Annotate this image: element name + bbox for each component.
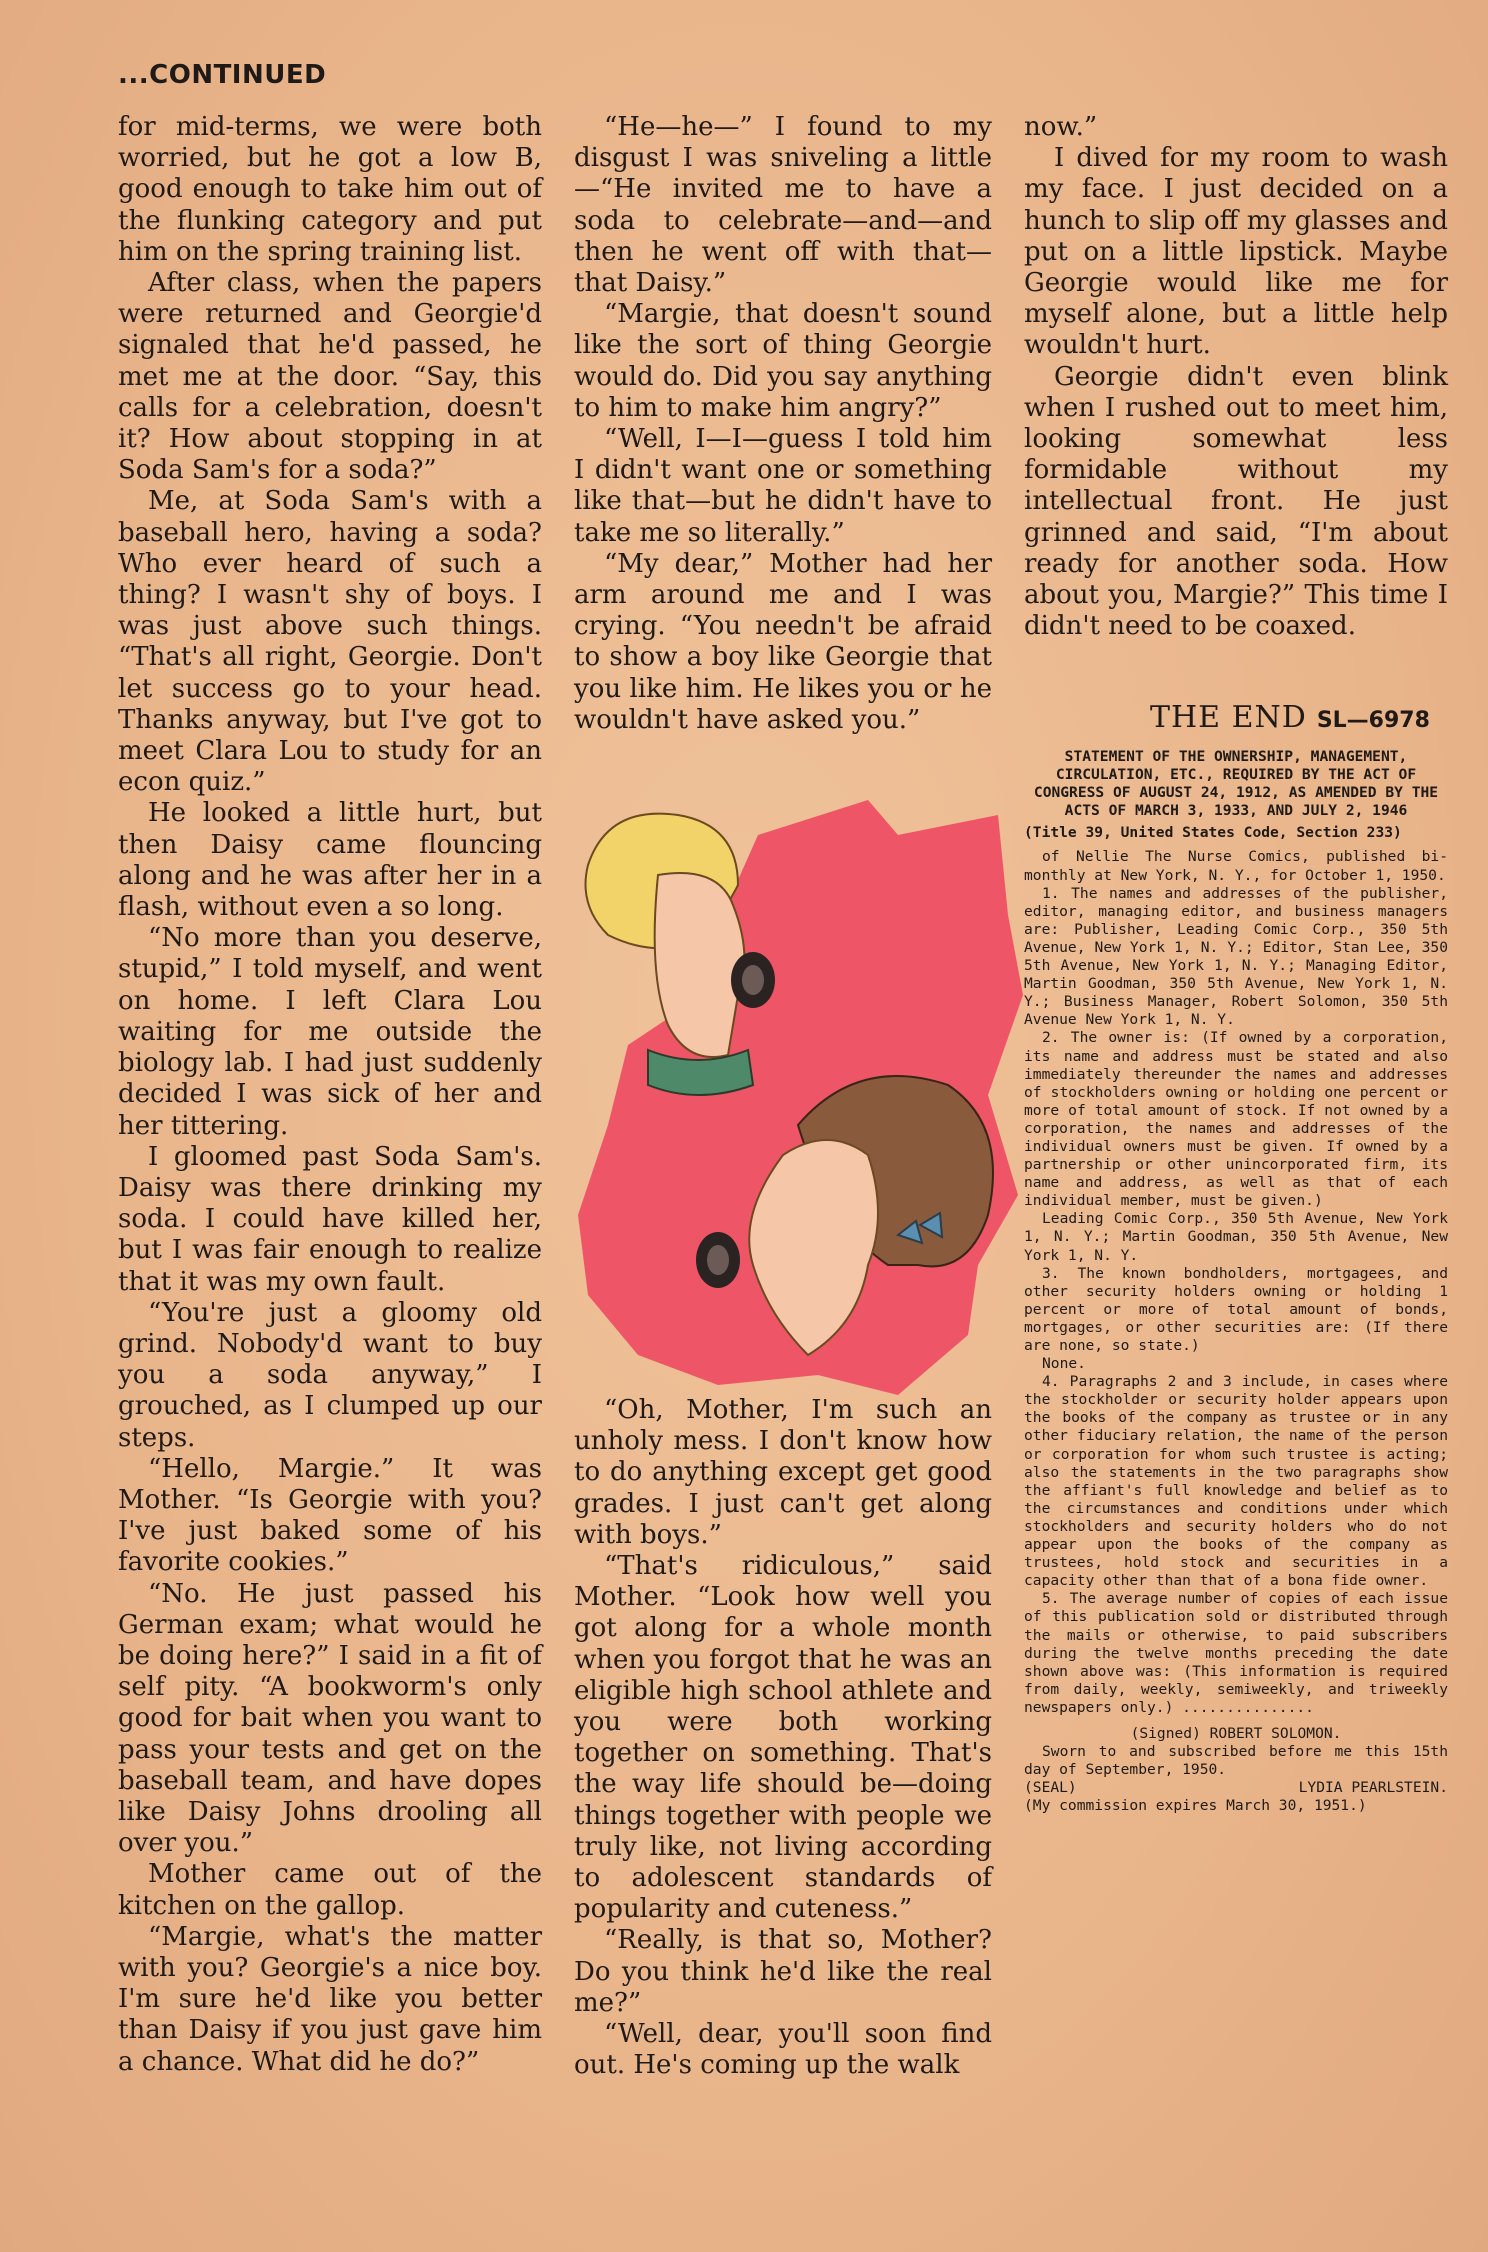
seal-row <box>1024 1779 1448 1797</box>
story-paragraph: “No. He just passed his German exam; what would he be doing here?” I said in a fit of self pity. “A bookworm's only good for bait when you want to pass your tests and get on the baseball team, and have dopes like Daisy Johns drooling all over you.” <box>118 1578 542 1859</box>
story-paragraph: for mid-terms, we were both worried, but he got a low B, good enough to take him out of the flunking category and put him on the spring training list. <box>118 112 542 267</box>
continued-header: ...CONTINUED <box>118 60 327 90</box>
story-paragraph: “Really, is that so, Mother? Do you think he'd like the real me?” <box>574 1925 992 2018</box>
story-paragraph: He looked a little hurt, but then Daisy came flouncing along and he was after her in a flash, without even a so long. <box>118 798 542 923</box>
story-paragraph: “You're just a gloomy old grind. Nobody'd want to buy you a soda anyway,” I grouched, as I clumped up our steps. <box>118 1297 542 1453</box>
story-paragraph: Georgie didn't even blink when I rushed out to meet him, looking somewhat less formidable without my intellectual front. He just grinned and said, “I'm about ready for another soda. How about you, Margie?” This time I didn't need to be coaxed. <box>1024 361 1448 642</box>
story-paragraph: now.” <box>1024 112 1098 142</box>
notary-name: LYDIA PEARLSTEIN. <box>1298 1779 1448 1797</box>
statement-item: 3. The known bondholders, mortgagees, and other security holders owning or holding 1 percent or more of total amount of bonds, mortgages, or other securities are: (If there are none, so state.) <box>1024 1264 1448 1354</box>
the-end-label <box>1150 700 1430 735</box>
statement-item: 2. The owner is: (If owned by a corporation, its name and address must be stated and also immediately thereunder the names and addresses of stockholders owning or holding one percent or more of total amount of stock. If not owned by a corporation, the names and addresses of the individual owners must be given. If owned by a partnership or other unincorporated firm, its name and address, as well as that of each individual member, must be given.) <box>1024 1029 1448 1210</box>
statement-signature: (Signed) ROBERT SOLOMON. <box>1130 1724 1342 1742</box>
statement-title-reference: (Title 39, United States Code, Section 233) <box>1024 824 1402 842</box>
story-paragraph: “Oh, Mother, I'm such an unholy mess. I don't know how to do anything except get good grades. I just can't get along with boys.” <box>574 1395 992 1550</box>
story-paragraph: “Well, I—I—guess I told him I didn't want one or something like that—but he didn't have to take me so literally.” <box>574 424 992 548</box>
story-paragraph: “Margie, what's the matter with you? Georgie's a nice boy. I'm sure he'd like you better than Daisy if you just gave him a chance. What did he do?” <box>118 1921 542 2077</box>
statement-owners: Leading Comic Corp., 350 5th Avenue, New York 1, N. Y.; Martin Goodman, 350 5th Avenue, New York 1, N. Y. <box>1024 1210 1448 1264</box>
statement-none: None. <box>1042 1355 1086 1373</box>
story-paragraph: “My dear,” Mother had her arm around me and I was crying. “You needn't be afraid to show a boy like Georgie that you like him. He likes you or he wouldn't have asked you.” <box>574 548 992 735</box>
story-paragraph: “That's ridiculous,” said Mother. “Look how well you got along for a whole month when you forgot that he was an eligible high school athlete and you were both working together on something. That's the way life should be—doing things together with people we truly like, not living according to adolescent standards of popularity and cuteness.” <box>574 1551 992 1925</box>
ownership-statement <box>1024 748 1448 1815</box>
story-column-1 <box>118 112 542 2078</box>
statement-intro: of Nellie The Nurse Comics, published bi-monthly at New York, N. Y., for October 1, 1950. <box>1024 848 1448 884</box>
story-paragraph: Mother came out of the kitchen on the gallop. <box>118 1859 542 1921</box>
story-paragraph: “No more than you deserve, stupid,” I told myself, and went on home. I left Clara Lou waiting for me outside the biology lab. I had just suddenly decided I was sick of her and her tittering. <box>118 923 542 1141</box>
story-paragraph: I dived for my room to wash my face. I just decided on a hunch to slip off my glasses and put on a little lipstick. Maybe Georgie would like me for myself alone, but a little help wouldn't hurt. <box>1024 143 1448 361</box>
statement-item: 4. Paragraphs 2 and 3 include, in cases where the stockholder or security holder appears upon the books of the company as trustee or in any other fiduciary relation, the name of the person or corporation for whom such trustee is acting; also the statements in the two paragraphs show the affiant's full knowledge and belief as to the circumstances and conditions under which stockholders and security holders who do not appear upon the books of the company as trustees, hold stock and securities in a capacity other than that of a bona fide owner. <box>1024 1373 1448 1590</box>
story-code: SL—6978 <box>1316 708 1430 733</box>
seal-label: (SEAL) <box>1024 1779 1077 1797</box>
telephone-receiver-icon <box>696 1232 740 1288</box>
the-end-text: THE END <box>1150 700 1307 735</box>
statement-sworn: Sworn to and subscribed before me this 15th day of September, 1950. <box>1024 1743 1448 1779</box>
statement-heading: STATEMENT OF THE OWNERSHIP, MANAGEMENT, CIRCULATION, ETC., REQUIRED BY THE ACT OF CONGRESS OF AUGUST 24, 1912, AS AMENDED BY THE ACTS OF MARCH 3, 1933, AND JULY 2, 1946 <box>1033 748 1439 820</box>
telephone-girls-illustration <box>568 795 1026 1395</box>
statement-item: 1. The names and addresses of the publisher, editor, managing editor, and business managers are: Publisher, Leading Comic Corp., 350 5th Avenue, New York 1, N. Y.; Editor, Stan Lee, 350 5th Avenue, New York 1, N. Y.; Managing Editor, Martin Goodman, 350 5th Avenue, New York 1, N. Y.; Business Manager, Robert Solomon, 350 5th Avenue New York 1, N. Y. <box>1024 884 1448 1029</box>
story-paragraph: “Hello, Margie.” It was Mother. “Is Georgie with you? I've just baked some of his favorite cookies.” <box>118 1453 542 1578</box>
story-paragraph: After class, when the papers were returned and Georgie'd signaled that he'd passed, he met me at the door. “Say, this calls for a celebration, doesn't it? How about stopping in at Soda Sam's for a soda?” <box>118 268 542 486</box>
story-paragraph: “Well, dear, you'll soon find out. He's coming up the walk <box>574 2019 992 2081</box>
story-paragraph: Me, at Soda Sam's with a baseball hero, having a soda? Who ever heard of such a thing? I wasn't shy of boys. I was just above such things. “That's all right, Georgie. Don't let success go to your head. Thanks anyway, but I've got to meet Clara Lou to study for an econ quiz.” <box>118 486 542 798</box>
story-paragraph: “Margie, that doesn't sound like the sort of thing Georgie would do. Did you say anything to him to make him angry?” <box>574 299 992 423</box>
telephone-receiver-icon <box>731 952 775 1008</box>
story-column-2 <box>574 112 992 736</box>
commission-expiry: (My commission expires March 30, 1951.) <box>1024 1797 1367 1815</box>
story-column-2-continued <box>574 1395 992 2081</box>
statement-item: 5. The average number of copies of each issue of this publication sold or distributed through the mails or otherwise, to paid subscribers during the twelve months preceding the date shown above was: (This information is required from daily, weekly, semiweekly, and triweekly newspapers only.) ............... <box>1024 1590 1448 1716</box>
story-paragraph: “He—he—” I found to my disgust I was sniveling a little —“He invited me to have a soda to celebrate—and—and then he went off with that—that Daisy.” <box>574 112 992 299</box>
story-column-3 <box>1024 112 1448 642</box>
story-paragraph: I gloomed past Soda Sam's. Daisy was there drinking my soda. I could have killed her, but I was fair enough to realize that it was my own fault. <box>118 1141 542 1297</box>
